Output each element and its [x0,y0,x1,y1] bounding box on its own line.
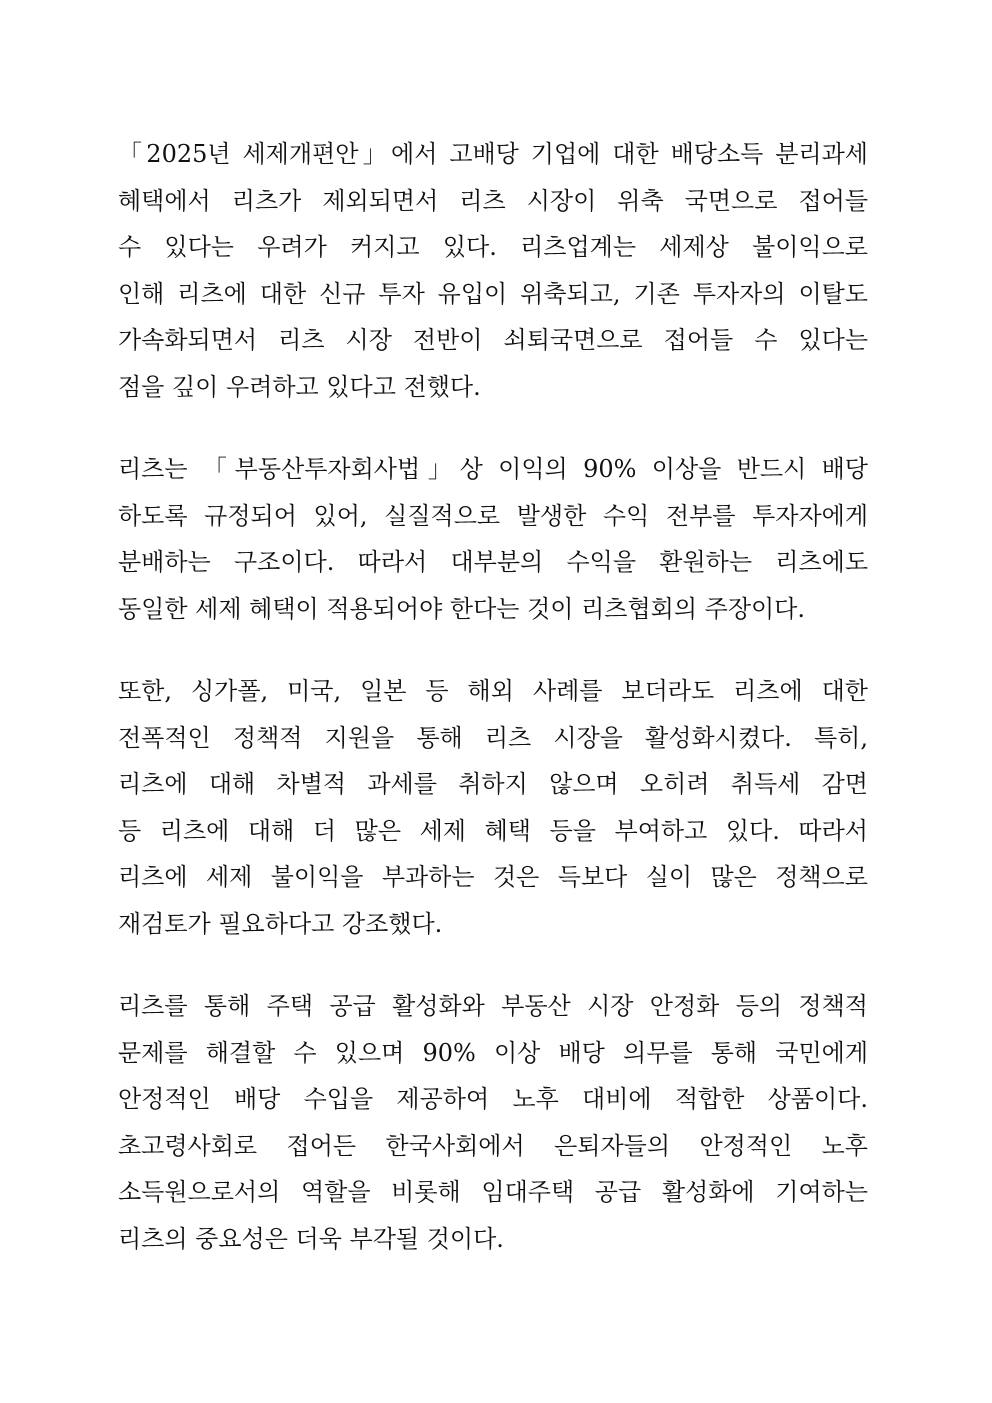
text-line: 수 있다는 우려가 커지고 있다. 리츠업계는 세제상 불이익으로 [118,233,868,261]
paragraph-dividend-rule [118,446,868,632]
text-line: 분배하는 구조이다. 따라서 대부분의 수익을 환원하는 리츠에도 [118,548,868,576]
text-line: 전폭적인 정책적 지원을 통해 리츠 시장을 활성화시켰다. 특히, [118,723,868,752]
paragraph-policy-role [118,983,868,1262]
text-line: 리츠에 대해 차별적 과세를 취하지 않으며 오히려 취득세 감면 [118,770,868,798]
text-line: 또한, 싱가폴, 미국, 일본 등 해외 사례를 보더라도 리츠에 대한 [118,677,868,705]
paragraph-tax-reform [118,131,868,410]
text-line: 재검토가 필요하다고 강조했다. [118,909,443,938]
text-line: 동일한 세제 혜택이 적용되어야 한다는 것이 리츠협회의 주장이다. [118,594,805,623]
text-line: 인해 리츠에 대한 신규 투자 유입이 위축되고, 기존 투자자의 이탈도 [118,279,868,308]
text-line: 문제를 해결할 수 있으며 90% 이상 배당 의무를 통해 국민에게 [118,1038,868,1067]
paragraph-overseas-cases [118,668,868,947]
text-line: 안정적인 배당 수입을 제공하여 노후 대비에 적합한 상품이다. [118,1085,868,1113]
text-line: 점을 깊이 우려하고 있다고 전했다. [118,372,481,401]
text-line: 초고령사회로 접어든 한국사회에서 은퇴자들의 안정적인 노후 [118,1131,868,1160]
text-line: 리츠에 세제 불이익을 부과하는 것은 득보다 실이 많은 정책으로 [118,863,868,891]
text-line: 가속화되면서 리츠 시장 전반이 쇠퇴국면으로 접어들 수 있다는 [118,326,868,354]
text-line: 「2025년 세제개편안」에서 고배당 기업에 대한 배당소득 분리과세 [118,140,868,168]
document-body [118,131,868,1298]
text-line: 리츠는 「부동산투자회사법」상 이익의 90% 이상을 반드시 배당 [118,455,868,483]
text-line: 하도록 규정되어 있어, 실질적으로 발생한 수익 전부를 투자자에게 [118,501,868,530]
text-line: 리츠를 통해 주택 공급 활성화와 부동산 시장 안정화 등의 정책적 [118,992,868,1020]
text-line: 등 리츠에 대해 더 많은 세제 혜택 등을 부여하고 있다. 따라서 [118,816,868,845]
text-line: 혜택에서 리츠가 제외되면서 리츠 시장이 위축 국면으로 접어들 [118,186,868,215]
text-line: 리츠의 중요성은 더욱 부각될 것이다. [118,1224,504,1253]
text-line: 소득원으로서의 역할을 비롯해 임대주택 공급 활성화에 기여하는 [118,1178,868,1206]
